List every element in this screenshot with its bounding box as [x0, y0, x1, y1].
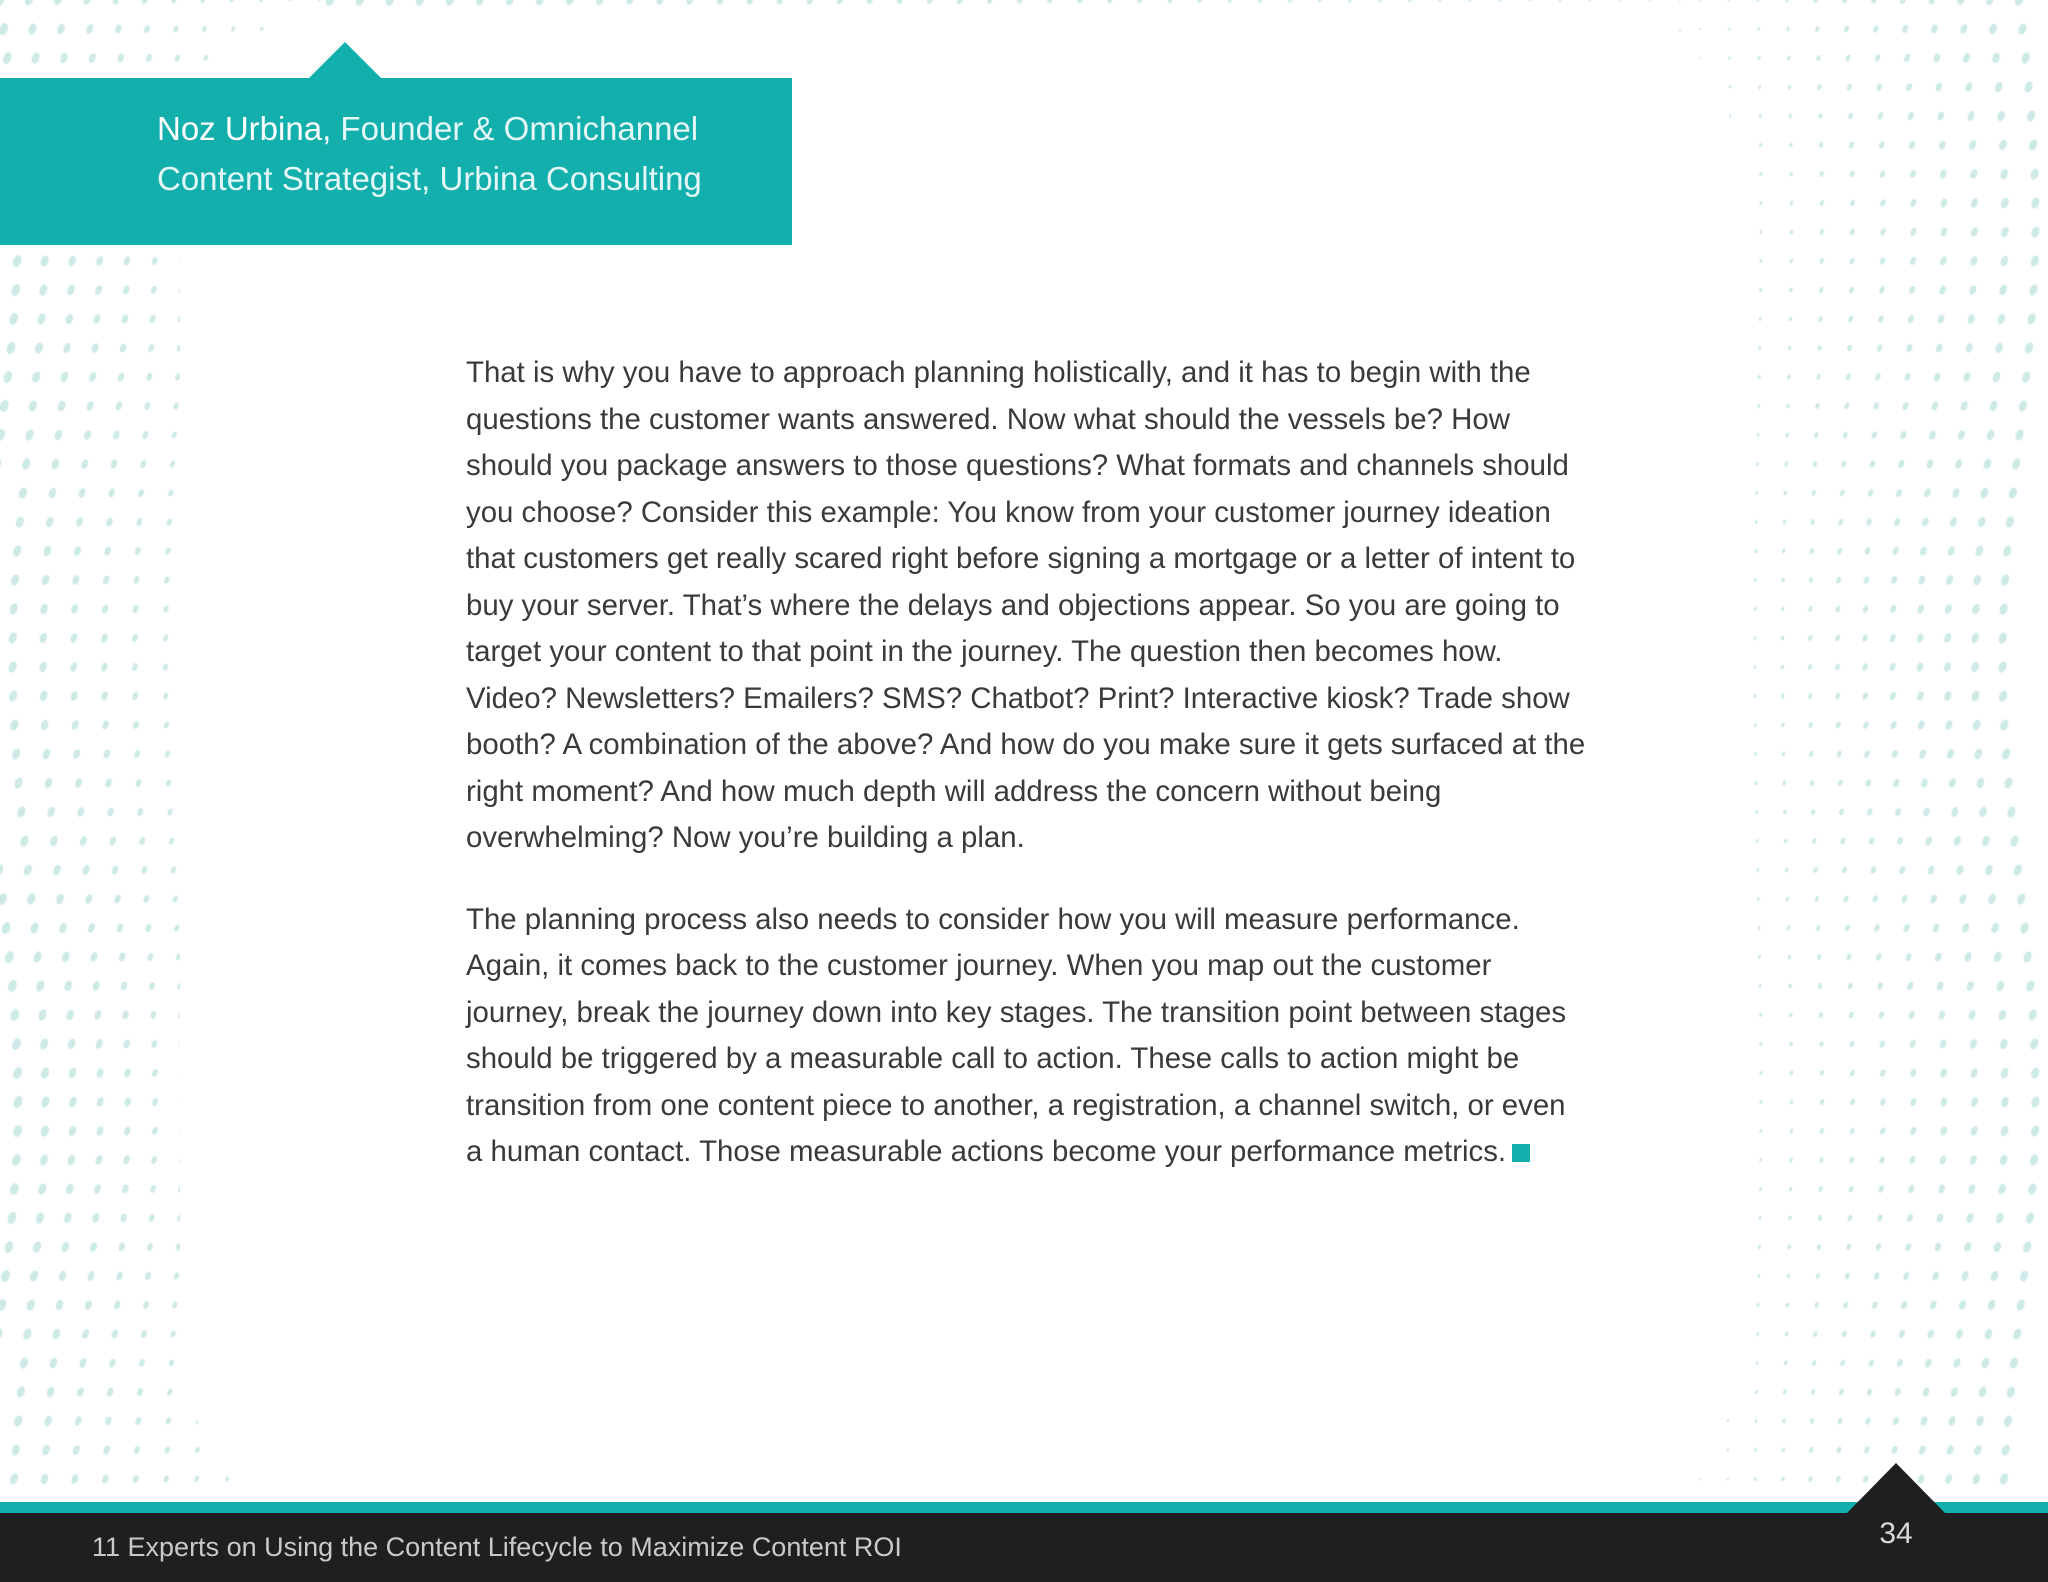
author-banner-notch [308, 42, 382, 79]
footer-document-title: 11 Experts on Using the Content Lifecycle to Maximize Content ROI [92, 1532, 902, 1562]
author-role-line2: Content Strategist, Urbina Consulting [157, 160, 702, 197]
author-attribution [157, 104, 777, 204]
author-name: Noz Urbina, [157, 110, 332, 147]
footer-page-notch [1847, 1463, 1945, 1513]
end-of-article-square-icon [1512, 1144, 1530, 1162]
page-number: 34 [1879, 1517, 1913, 1550]
article-paragraph-2-text: The planning process also needs to consider how you will measure performance. Again, it comes back to the customer journey. When you map out the customer journey, break the journey down into key stages. The transition point between stages should be triggered by a measurable call to action. These calls to action might be transition from one content piece to another, a registration, a channel switch, or even a human contact. Those measurable actions become your performance metrics. [466, 902, 1567, 1168]
author-role-line1: Founder & Omnichannel [340, 110, 699, 147]
article-paragraph-2 [466, 897, 1586, 1176]
footer-accent-line [0, 1502, 2048, 1513]
article-paragraph-1: That is why you have to approach planning holistically, and it has to begin with the questions the customer wants answered. Now what should the vessels be? How should you package answers to those questions? What formats and channels should you choose? Consider this example: You know from your customer journey ideation that customers get really scared right before signing a mortgage or a letter of intent to buy your server. That’s where the delays and objections appear. So you are going to target your content to that point in the journey. The question then becomes how. Video? Newsletters? Emailers? SMS? Chatbot? Print? Interactive kiosk? Trade show booth? A combination of the above? And how do you make sure it gets surfaced at the right moment? And how much depth will address the concern without being overwhelming? Now you’re building a plan. [466, 356, 1586, 854]
article-body [466, 350, 1586, 1211]
author-banner [0, 78, 792, 245]
